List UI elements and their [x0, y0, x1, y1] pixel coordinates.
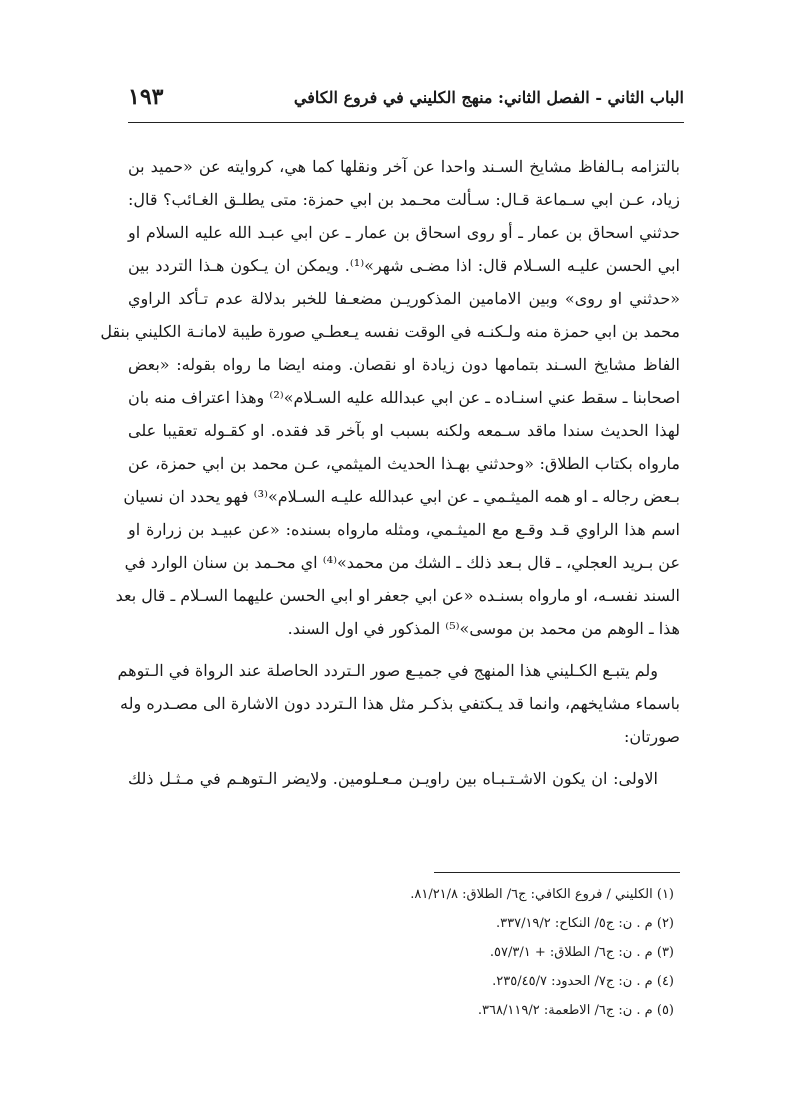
text-line: بالتزامه بـالفاظ مشايخ السـند واحدا عن آخر ونقلها كما هي، كروايته عن «حميد بن	[128, 157, 680, 176]
text-line: اسم هذا الراوي قـد وقـع مع الميثـمي، ومثله مارواه بسنده: «عن عبيـد بن زرارة او	[128, 520, 680, 539]
text-line: «حدثني او روى» وبين الامامين المذكوريـن مضعـفا للخبر بدلالة عدم تـأكد الراوي	[128, 289, 680, 308]
footnote-1: (١) الكليني / فروع الكافي: ج٦/ الطلاق: ٨١/٢١/٨.	[410, 887, 674, 902]
footnote-4: (٤) م . ن: ج٧/ الحدود: ٢٣٥/٤٥/٧.	[492, 974, 674, 989]
footnote-5: (٥) م . ن: ج٦/ الاطعمة: ٣٦٨/١١٩/٢.	[477, 1003, 674, 1018]
text-line: السند نفسـه، او مارواه بسنـده «عن ابي جعفر او ابي الحسن عليهما السـلام ـ قال بعد	[115, 586, 680, 605]
text-line: اصحابنا ـ سقط عني اسنـاده ـ عن ابي عبدالله عليه السـلام»⁽²⁾ وهذا اعتراف منه بان	[128, 388, 681, 407]
footnote-2: (٢) م . ن: ج٥/ النكاح: ٣٣٧/١٩/٢.	[495, 916, 674, 931]
text-line: حدثني اسحاق بن عمار ـ أو روى اسحاق بن عمار ـ عن ابي عبـد الله عليه السلام او	[128, 223, 680, 242]
page-number: ١٩٣	[128, 84, 164, 110]
text-line: لهذا الحديث سندا ماقد سـمعه ولكنه بسبب او بآخر قد فقده. او كقـوله تعقيبا على	[128, 421, 680, 440]
text-line: هذا ـ الوهم من محمد بن موسى»⁽⁵⁾ المذكور في اول السند.	[287, 619, 680, 638]
main-text	[100, 150, 681, 795]
text-line: ولم يتبـع الكـليني هذا المنهج في جميـع صور الـتردد الحاصلة عند الرواة في الـتوهم	[117, 661, 658, 680]
paragraph-1	[100, 150, 681, 645]
header-title: الباب الثاني - الفصل الثاني: منهج الكليني في فروع الكافي	[293, 88, 684, 107]
paragraph-2	[117, 654, 680, 753]
text-line: ابي الحسن عليـه السـلام قال: اذا مضـى شهر»⁽¹⁾. ويمكن ان يـكون هـذا التردد بين	[128, 256, 680, 275]
header-rule	[128, 122, 684, 123]
running-header	[128, 84, 684, 118]
text-line: الفاظ مشايخ السـند بتمامها دون زيادة او نقصان. ومنه ايضا ما رواه بقوله: «بعض	[128, 355, 680, 374]
text-line: الاولى: ان يكون الاشـتـبـاه بين راويـن مـعـلومين. ولايضر الـتوهـم في مـثـل ذلك	[128, 769, 658, 788]
text-line: باسماء مشايخهم، وانما قد يـكتفي بذكـر مثل هذا الـتردد دون الاشارة الى مصـدره وله	[120, 694, 680, 713]
text-line: صورتان:	[623, 727, 680, 746]
text-line: زياد، عـن ابي سـماعة قـال: سـألت محـمد بن ابي حمزة: متى يطلـق الغـائب؟ قال:	[128, 190, 680, 209]
text-line: بـعض رجاله ـ او همه الميثـمي ـ عن ابي عبدالله عليـه السـلام»⁽³⁾ فهو يحدد ان نسيان	[123, 487, 680, 506]
footnote-rule	[434, 872, 680, 873]
footnote-3: (٣) م . ن: ج٦/ الطلاق: + ٥٧/٣/١.	[489, 945, 674, 960]
paragraph-3	[128, 762, 680, 795]
text-line: عن بـريد العجلي، ـ قال بـعد ذلك ـ الشك من محمد»⁽⁴⁾ اي محـمد بن سنان الوارد في	[124, 553, 680, 572]
text-line: محمد بن ابي حمزة منه ولـكنـه في الوقت نفسه يـعطـي صورة طيبة لامانـة الكليني بنقل	[100, 322, 680, 341]
footnotes	[300, 880, 674, 1025]
text-line: مارواه بكتاب الطلاق: «وحدثني بهـذا الحديث الميثمي، عـن محمد بن ابي حمزة، عن	[128, 454, 680, 473]
